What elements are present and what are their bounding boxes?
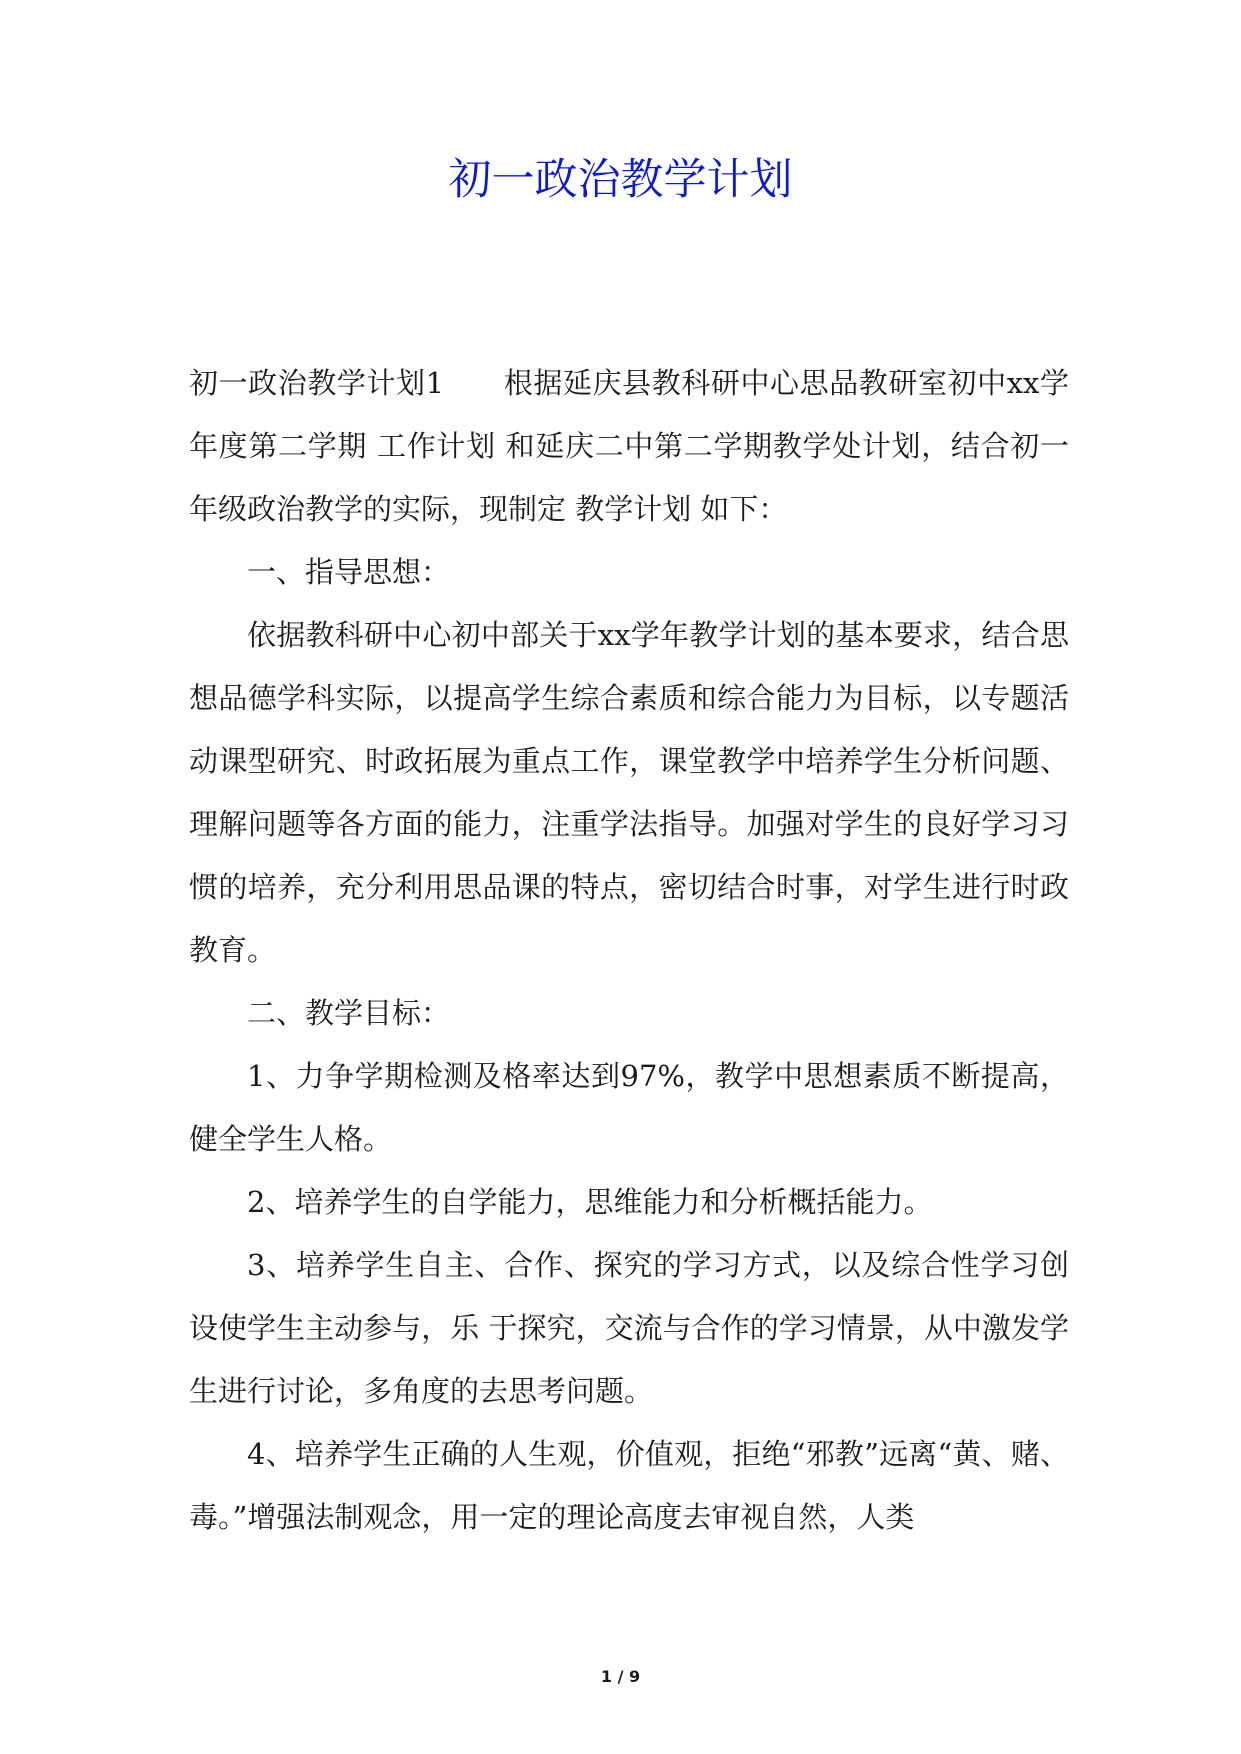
paragraph-goal-1: 1、力争学期检测及格率达到97%，教学中思想素质不断提高，健全学生人格。 (189, 1059, 1069, 1156)
paragraph-goal-2: 2、培养学生的自学能力，思维能力和分析概括能力。 (247, 1185, 933, 1219)
heading-teaching-goals: 二、教学目标： (247, 996, 451, 1030)
paragraph-guiding-ideology: 依据教科研中心初中部关于xx学年教学计划的基本要求，结合思想品德学科实际，以提高学生综合素质和综合能力为目标，以专题活动课型研究、时政拓展为重点工作，课堂教学中培养学生分析问题、理解问题等各方面的能力，注重学法指导。加强对学生的良好学习习惯的培养，充分利用思品课的特点，密切结合时事，对学生进行时政教育。 (189, 618, 1069, 967)
paragraph-goal-4: 4、培养学生正确的人生观，价值观，拒绝“邪教”远离“黄、赌、毒。”增强法制观念，用一定的理论高度去审视自然，人类 (189, 1437, 1069, 1534)
document-title: 初一政治教学计划 (448, 155, 793, 205)
document-body (189, 352, 1069, 1549)
page-number: 1 / 9 (600, 1667, 641, 1686)
paragraph-goal-3: 3、培养学生自主、合作、探究的学习方式，以及综合性学习创设使学生主动参与，乐 于探究，交流与合作的学习情景，从中激发学生进行讨论，多角度的去思考问题。 (189, 1248, 1069, 1408)
paragraph-intro: 初一政治教学计划1 根据延庆县教科研中心思品教研室初中xx学年度第二学期 工作计划 和延庆二中第二学期教学处计划，结合初一年级政治教学的实际，现制定 教学计划 如下： (189, 366, 1069, 526)
heading-guiding-ideology: 一、指导思想： (247, 555, 451, 589)
